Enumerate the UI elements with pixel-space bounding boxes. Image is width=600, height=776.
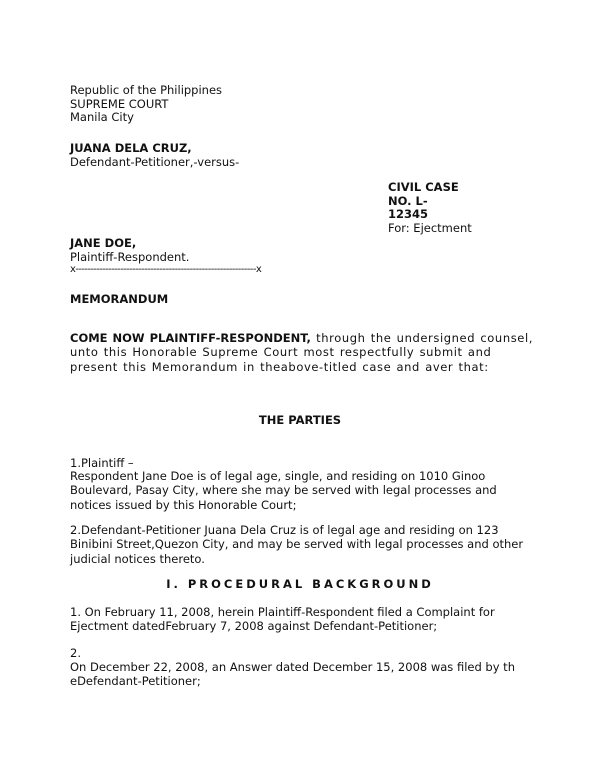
city-line: Manila City <box>70 110 134 124</box>
respondent-role: Plaintiff-Respondent. <box>70 250 190 264</box>
court-line: SUPREME COURT <box>70 96 169 111</box>
republic-line: Republic of the Philippines <box>70 83 223 97</box>
procedural-item2-text: On December 22, 2008, an Answer dated December 15, 2008 was filed by th eDefendant-Petitioner; <box>70 660 515 689</box>
document-title: MEMORANDUM <box>70 292 169 306</box>
respondent-name: JANE DOE, <box>70 236 137 250</box>
petitioner-role: Defendant-Petitioner,-versus- <box>70 155 240 169</box>
case-subject: For: Ejectment <box>388 220 472 235</box>
procedural-item1-text: 1. On February 11, 2008, herein Plaintiff-Respondent filed a Complaint for Ejectment datedFebruary 7, 2008 against Defendant-Petitioner; <box>70 605 495 634</box>
case-number-line2: 12345 <box>388 207 429 221</box>
case-number-line1: CIVIL CASE NO. L- <box>388 180 459 208</box>
parties-item1-label: 1.Plaintiff – <box>70 456 134 470</box>
case-caption <box>70 84 222 125</box>
petitioner-name: JUANA DELA CRUZ, <box>70 141 192 155</box>
case-number-block <box>388 181 478 235</box>
parties-item2-text: 2.Defendant-Petitioner Juana Dela Cruz is of legal age and residing on 123 Binibini Street,Quezon City, and may be served with legal processes and other judicial notices thereto. <box>70 523 524 566</box>
parties-heading: THE PARTIES <box>258 413 342 427</box>
intro-paragraph <box>70 331 540 374</box>
intro-text: through the undersigned counsel, unto this Honorable Supreme Court most respectfully submit and present this Memorandum in theabove-titled case and aver that: <box>70 331 534 374</box>
parties-item1-text: Respondent Jane Doe is of legal age, single, and residing on 1010 Ginoo Boulevard, Pasay City, where she may be served with legal processes and notices issued by this Honorable Court; <box>70 469 497 512</box>
intro-lead: COME NOW PLAINTIFF-RESPONDENT, <box>70 331 311 345</box>
procedural-heading: I. PROCEDURAL BACKGROUND <box>166 577 434 591</box>
caption-separator: x------------------------------------------------------------x <box>70 264 262 275</box>
procedural-item2-label: 2. <box>70 646 81 660</box>
